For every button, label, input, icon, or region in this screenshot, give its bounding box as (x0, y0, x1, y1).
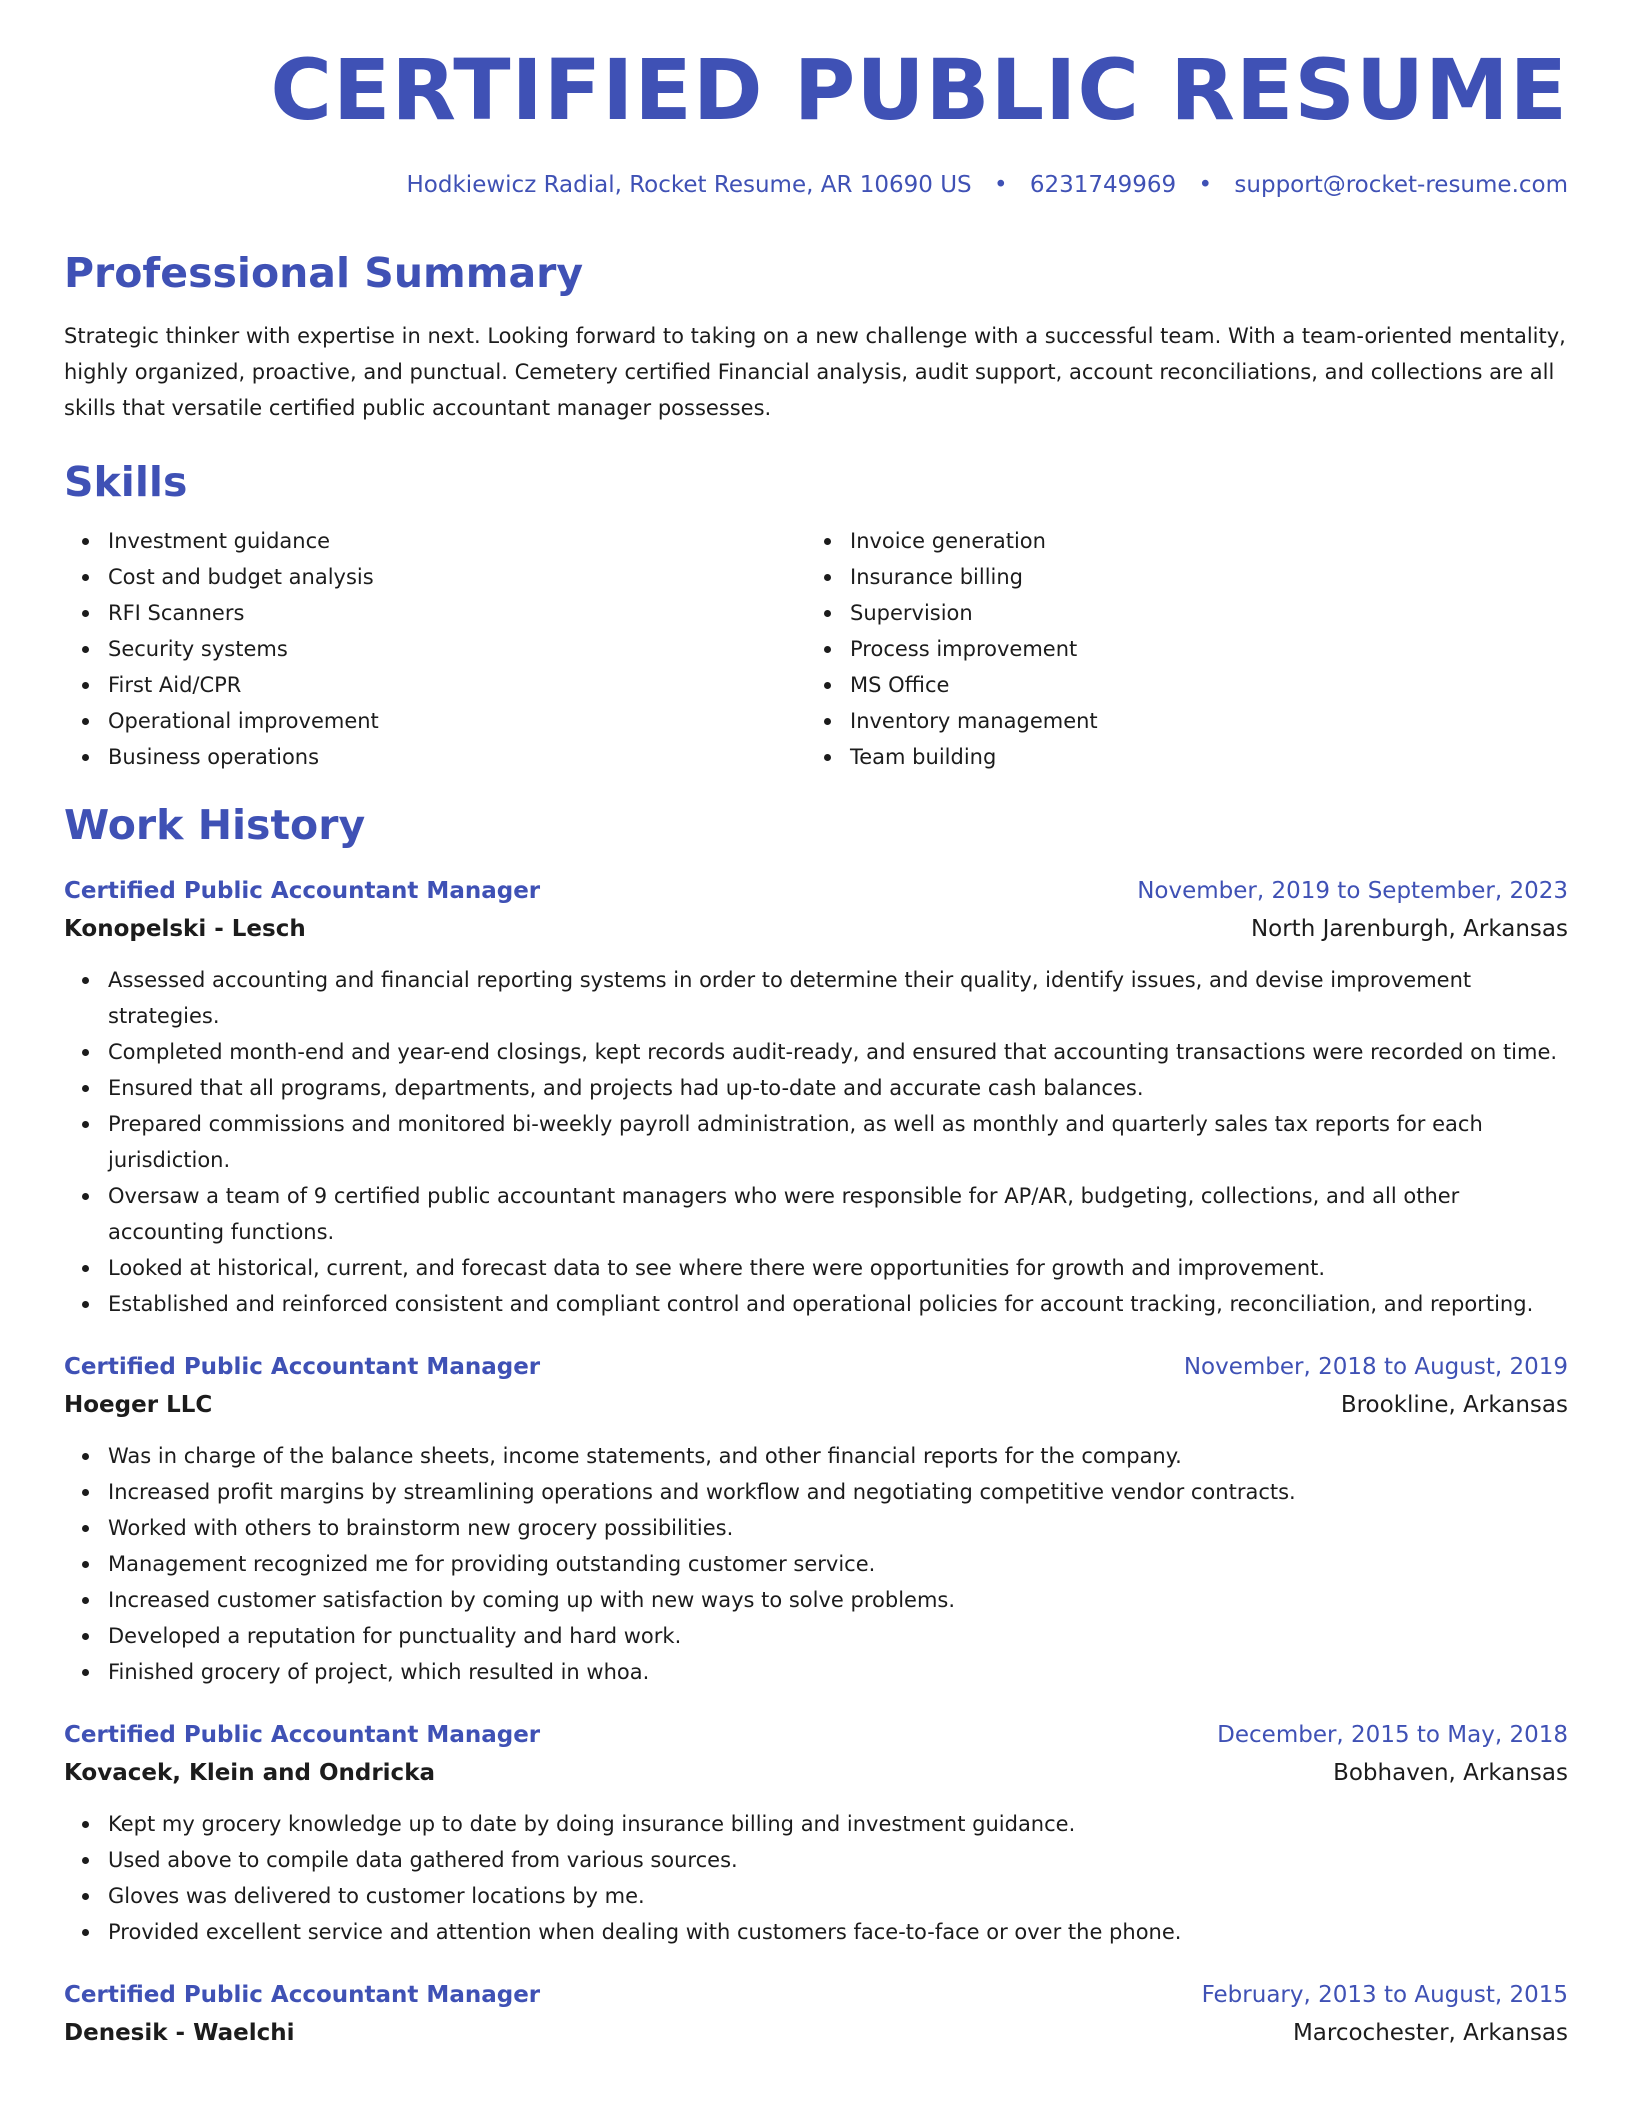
skill-item: Investment guidance (64, 523, 806, 559)
job-header (64, 1976, 1568, 2014)
job-bullet: Prepared commissions and monitored bi-weekly payroll administration, as well as monthly and quarterly sales tax reports for each jurisdiction. (64, 1106, 1568, 1178)
skill-item: First Aid/CPR (64, 667, 806, 703)
job-subheader (64, 2014, 1568, 2052)
job-bullet: Gloves was delivered to customer locations by me. (64, 1878, 1568, 1914)
skills-heading: Skills (64, 457, 188, 506)
skill-item: Process improvement (806, 631, 1548, 667)
skills-column-right (806, 523, 1548, 775)
job-bullet: Used above to compile data gathered from various sources. (64, 1842, 1568, 1878)
job-bullet: Completed month-end and year-end closings, kept records audit-ready, and ensured that accounting transactions were recorded on time. (64, 1034, 1568, 1070)
job-bullet: Increased customer satisfaction by coming up with new ways to solve problems. (64, 1582, 1568, 1618)
job-subheader (64, 1386, 1568, 1424)
job-header (64, 1716, 1568, 1754)
job-location: Marcochester, Arkansas (1292, 2020, 1568, 2047)
job-bullet: Finished grocery of project, which resulted in whoa. (64, 1654, 1568, 1690)
job-location: Bobhaven, Arkansas (1333, 1760, 1568, 1787)
job-company: Denesik - Waelchi (64, 2020, 295, 2047)
job-entry (64, 1716, 1568, 1950)
job-title: Certified Public Accountant Manager (64, 878, 541, 905)
job-company: Hoeger LLC (64, 1392, 213, 1419)
job-title: Certified Public Accountant Manager (64, 1982, 541, 2009)
skills-column-left (64, 523, 806, 775)
contact-separator: • (993, 171, 1008, 198)
job-bullet: Increased profit margins by streamlining operations and workflow and negotiating competitive vendor contracts. (64, 1474, 1568, 1510)
job-title: Certified Public Accountant Manager (64, 1722, 541, 1749)
contact-separator: • (1198, 171, 1213, 198)
job-entry (64, 872, 1568, 1322)
skill-item: Insurance billing (806, 559, 1548, 595)
job-bullet: Oversaw a team of 9 certified public accountant managers who were responsible for AP/AR, budgeting, collections, and all other accounting functions. (64, 1178, 1568, 1250)
job-bullets (64, 1438, 1568, 1690)
job-subheader (64, 910, 1568, 948)
job-header (64, 872, 1568, 910)
job-header (64, 1348, 1568, 1386)
job-dates: December, 2015 to May, 2018 (1217, 1722, 1568, 1749)
resume-name: CERTIFIED PUBLIC RESUME (270, 41, 1568, 139)
skill-item: Supervision (806, 595, 1548, 631)
job-location: Brookline, Arkansas (1340, 1392, 1568, 1419)
job-entry (64, 1976, 1568, 2052)
job-bullet: Worked with others to brainstorm new grocery possibilities. (64, 1510, 1568, 1546)
skill-item: Cost and budget analysis (64, 559, 806, 595)
skill-item: Inventory management (806, 703, 1548, 739)
job-dates: February, 2013 to August, 2015 (1201, 1982, 1568, 2009)
contact-line (64, 171, 1568, 201)
contact-email: support@rocket-resume.com (1234, 171, 1568, 198)
job-bullet: Kept my grocery knowledge up to date by doing insurance billing and investment guidance. (64, 1806, 1568, 1842)
skill-item: Security systems (64, 631, 806, 667)
job-dates: November, 2019 to September, 2023 (1137, 878, 1568, 905)
job-bullet: Looked at historical, current, and forecast data to see where there were opportunities for growth and improvement. (64, 1250, 1568, 1286)
job-company: Kovacek, Klein and Ondricka (64, 1760, 436, 1787)
job-title: Certified Public Accountant Manager (64, 1354, 541, 1381)
job-bullet: Provided excellent service and attention when dealing with customers face-to-face or over the phone. (64, 1914, 1568, 1950)
job-bullet: Assessed accounting and financial reporting systems in order to determine their quality, identify issues, and devise improvement strategies. (64, 962, 1568, 1034)
summary-heading: Professional Summary (64, 248, 584, 297)
skill-item: RFI Scanners (64, 595, 806, 631)
skill-item: Business operations (64, 739, 806, 775)
job-dates: November, 2018 to August, 2019 (1183, 1354, 1568, 1381)
job-bullet: Developed a reputation for punctuality and hard work. (64, 1618, 1568, 1654)
job-entry (64, 1348, 1568, 1690)
contact-address: Hodkiewicz Radial, Rocket Resume, AR 10690 US (406, 171, 972, 198)
skill-item: Invoice generation (806, 523, 1548, 559)
job-bullet: Was in charge of the balance sheets, income statements, and other financial reports for the company. (64, 1438, 1568, 1474)
job-bullets (64, 962, 1568, 1322)
job-bullet: Established and reinforced consistent and compliant control and operational policies for account tracking, reconciliation, and reporting. (64, 1286, 1568, 1322)
job-subheader (64, 1754, 1568, 1792)
skills-list (64, 523, 1568, 775)
summary-text: Strategic thinker with expertise in next. Looking forward to taking on a new challenge with a successful team. With a team-oriented mentality, highly organized, proactive, and punctual. Cemetery certified Financial analysis, audit support, account reconciliations, and collections are all skills that versatile certified public accountant manager possesses. (64, 323, 1566, 420)
job-company: Konopelski - Lesch (64, 916, 306, 943)
job-bullet: Management recognized me for providing outstanding customer service. (64, 1546, 1568, 1582)
skill-item: MS Office (806, 667, 1548, 703)
skill-item: Team building (806, 739, 1548, 775)
contact-phone: 6231749969 (1029, 171, 1177, 198)
resume-page (64, 40, 1568, 2052)
job-bullets (64, 1806, 1568, 1950)
work-history-heading: Work History (64, 801, 366, 850)
job-location: North Jarenburgh, Arkansas (1250, 916, 1568, 943)
job-bullet: Ensured that all programs, departments, and projects had up-to-date and accurate cash balances. (64, 1070, 1568, 1106)
skill-item: Operational improvement (64, 703, 806, 739)
